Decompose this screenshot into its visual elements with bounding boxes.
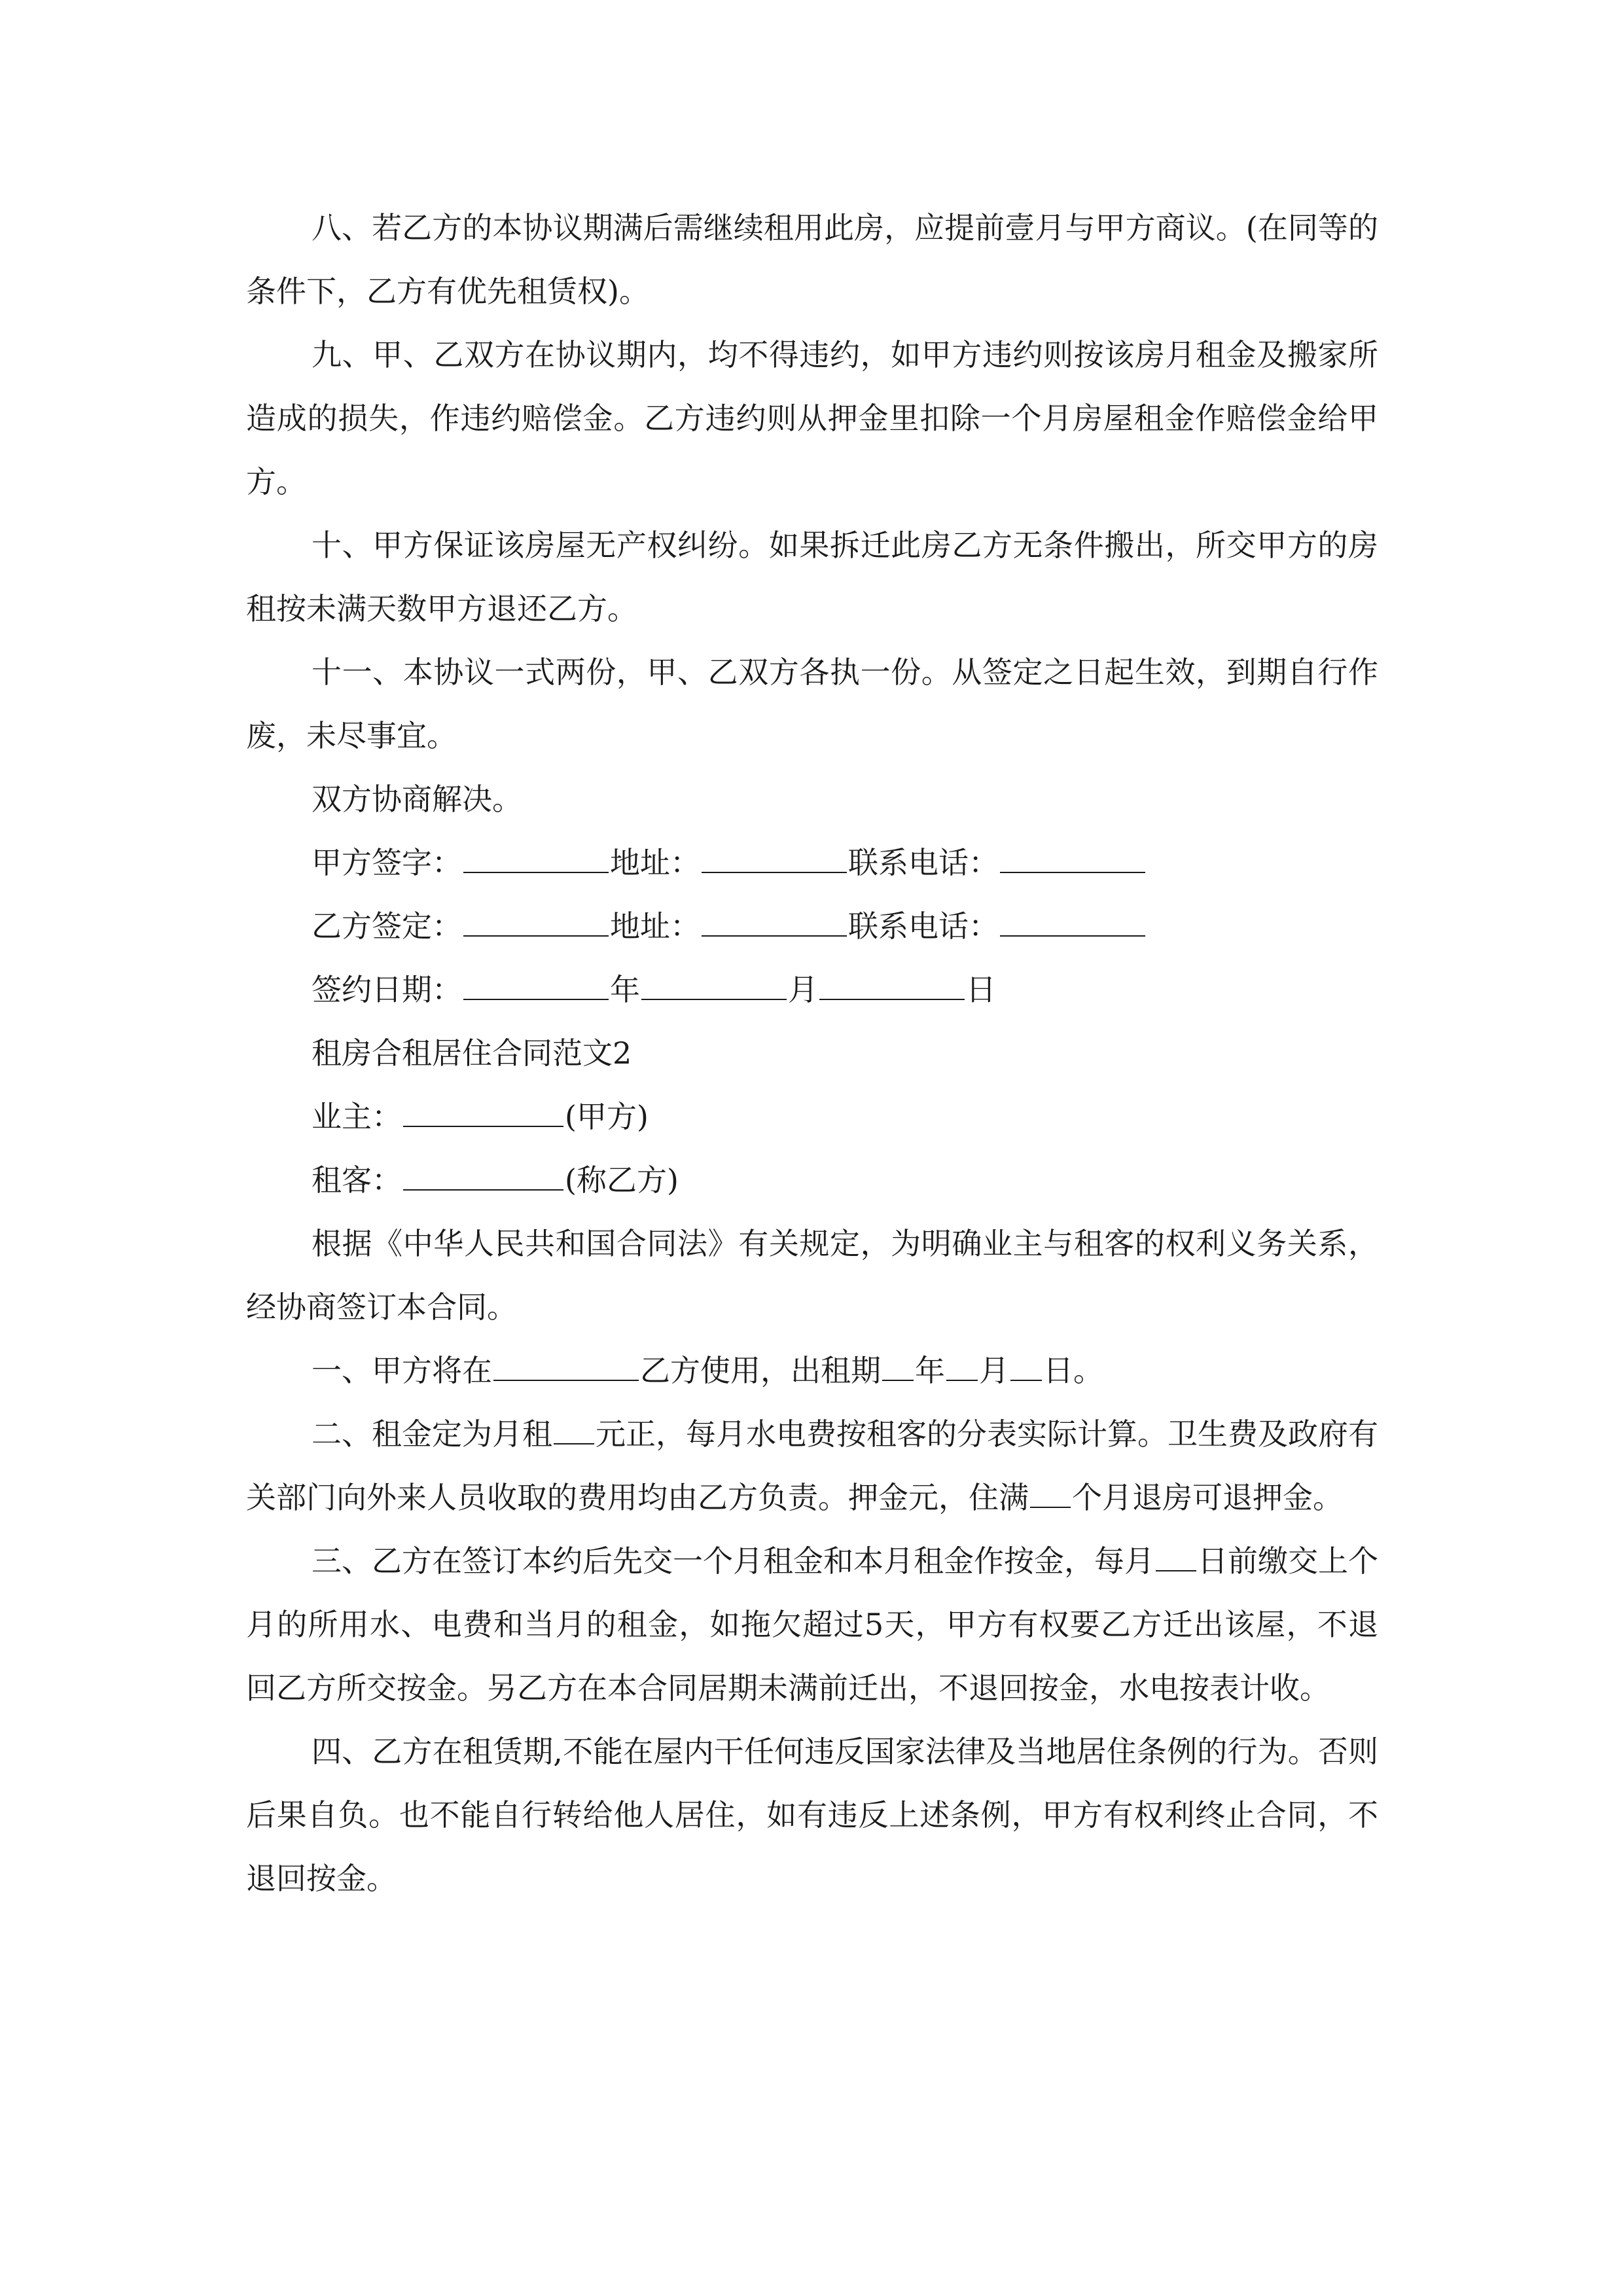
clause-4: 四、乙方在租赁期,不能在屋内干任何违反国家法律及当地居住条例的行为。否则后果自负。也不能自行转给他人居住，如有违反上述条例，甲方有权利终止合同，不退回按金。 — [246, 1734, 1378, 1896]
clause-2-text-c: 个月退房可退押金。 — [1072, 1480, 1343, 1515]
clause-3-text-a: 三、乙方在签订本约后先交一个月租金和本月租金作按金，每月 — [312, 1543, 1154, 1579]
party-a-signature-line — [246, 831, 1378, 895]
tenant-suffix: (称乙方) — [565, 1162, 679, 1198]
clause-10: 十、甲方保证该房屋无产权纠纷。如果拆迁此房乙方无条件搬出，所交甲方的房租按未满天数甲方退还乙方。 — [246, 528, 1378, 626]
owner-blank[interactable] — [403, 1100, 563, 1127]
sign-date-line — [246, 958, 1378, 1022]
sign-month-blank[interactable] — [641, 973, 787, 1000]
party-b-phone-blank[interactable] — [1000, 909, 1145, 937]
tenant-blank[interactable] — [403, 1163, 563, 1191]
clause-1-location-blank[interactable] — [493, 1354, 639, 1381]
clause-1-text-b: 乙方使用，出租期 — [640, 1353, 881, 1388]
clause-2-months-blank[interactable] — [1030, 1480, 1071, 1508]
party-a-phone-label: 联系电话： — [848, 845, 999, 880]
party-a-addr-blank[interactable] — [702, 846, 847, 873]
clause-11: 十一、本协议一式两份，甲、乙双方各执一份。从签定之日起生效，到期自行作废，未尽事宜。 — [246, 655, 1378, 753]
document-page — [246, 196, 1378, 1910]
tenant-label: 租客： — [312, 1162, 402, 1198]
party-b-sign-label: 乙方签定： — [312, 908, 462, 944]
party-a-addr-label: 地址： — [610, 845, 700, 880]
contract-2-title: 租房合租居住合同范文2 — [312, 1035, 632, 1071]
party-b-sign-blank[interactable] — [463, 909, 609, 937]
clause-2 — [246, 1403, 1378, 1530]
clause-1-month-label: 月 — [979, 1353, 1009, 1388]
party-b-signature-line — [246, 895, 1378, 958]
clause-1-day-blank[interactable] — [1010, 1354, 1042, 1381]
party-a-phone-blank[interactable] — [1000, 846, 1145, 873]
owner-line — [246, 1085, 1378, 1149]
clause-1-day-label: 日。 — [1043, 1353, 1103, 1388]
clause-9: 九、甲、乙双方在协议期内，均不得违约，如甲方违约则按该房月租金及搬家所造成的损失，作违约赔偿金。乙方违约则从押金里扣除一个月房屋租金作赔偿金给甲方。 — [246, 337, 1378, 499]
clause-2-text-a: 二、租金定为月租 — [312, 1416, 552, 1452]
clause-8: 八、若乙方的本协议期满后需继续租用此房，应提前壹月与甲方商议。(在同等的条件下，乙方有优先租赁权)。 — [246, 210, 1378, 309]
clause-1-year-label: 年 — [915, 1353, 945, 1388]
clause-1-year-blank[interactable] — [882, 1354, 914, 1381]
sign-date-label: 签约日期： — [312, 972, 462, 1007]
negotiate-line: 双方协商解决。 — [312, 781, 522, 817]
clause-1-month-blank[interactable] — [946, 1354, 978, 1381]
owner-label: 业主： — [312, 1099, 402, 1134]
party-a-sign-blank[interactable] — [463, 846, 609, 873]
clause-1 — [246, 1339, 1378, 1403]
clause-3-text-b: 日前缴交上个月的所用水、电费和当月的租金，如拖欠超过5天，甲方有权要乙方迁出该屋，不退回乙方所交按金。另乙方在本合同居期未满前迁出，不退回按金，水电按表计收。 — [246, 1543, 1378, 1706]
party-a-sign-label: 甲方签字： — [312, 845, 462, 880]
sign-year-label: 年 — [610, 972, 640, 1007]
clause-2-text-b: 元正，每月水电费按租客的分表实际计算。卫生费及政府有关部门向外来人员收取的费用均由乙方负责。押金元，住满 — [246, 1416, 1378, 1515]
clause-3-day-blank[interactable] — [1156, 1544, 1196, 1571]
sign-day-blank[interactable] — [819, 973, 965, 1000]
sign-day-label: 日 — [966, 972, 996, 1007]
clause-2-rent-blank[interactable] — [554, 1417, 594, 1444]
party-b-addr-blank[interactable] — [702, 909, 847, 937]
clause-1-text-a: 一、甲方将在 — [312, 1353, 492, 1388]
contract-intro: 根据《中华人民共和国合同法》有关规定，为明确业主与租客的权利义务关系，经协商签订本合同。 — [246, 1226, 1378, 1325]
sign-month-label: 月 — [788, 972, 818, 1007]
party-b-addr-label: 地址： — [610, 908, 700, 944]
tenant-line — [246, 1149, 1378, 1212]
sign-year-blank[interactable] — [463, 973, 609, 1000]
clause-3 — [246, 1530, 1378, 1720]
party-b-phone-label: 联系电话： — [848, 908, 999, 944]
owner-suffix: (甲方) — [565, 1099, 649, 1134]
